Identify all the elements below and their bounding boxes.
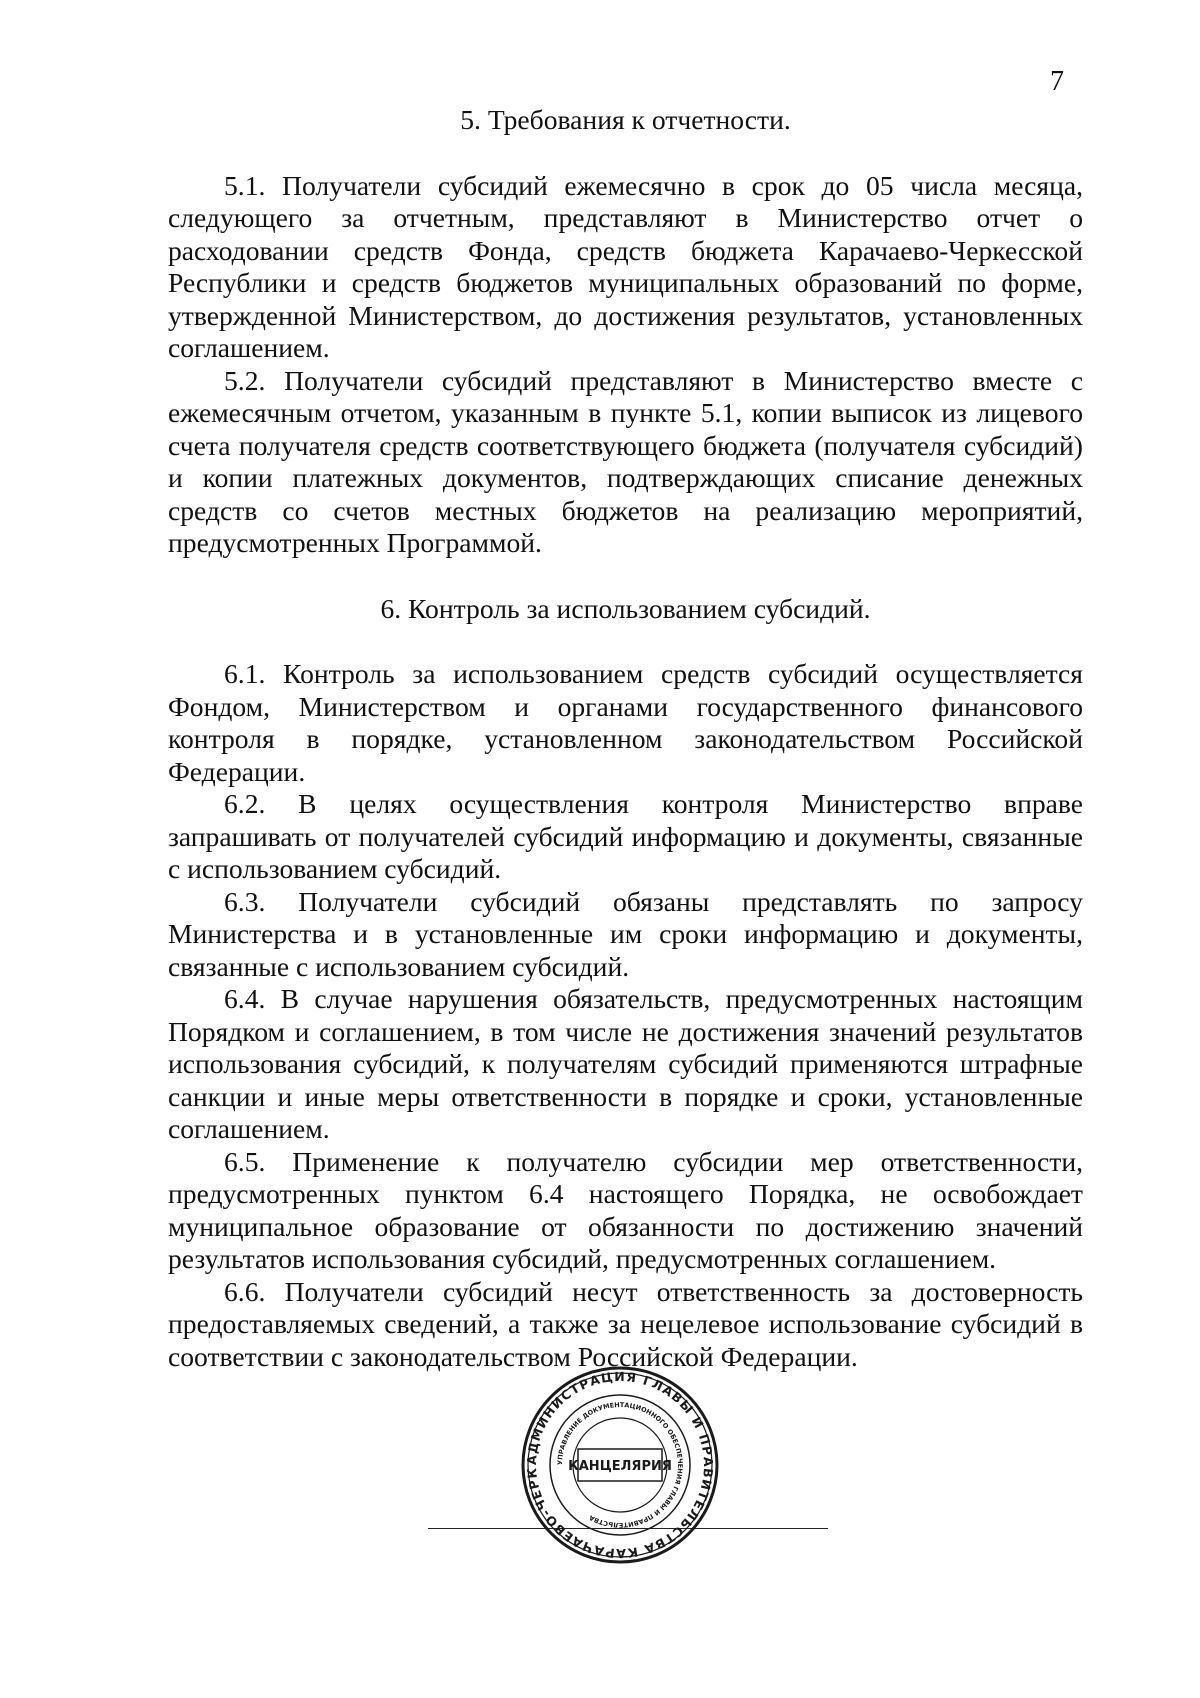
paragraph-6-6: 6.6. Получатели субсидий несут ответственность за достоверность предоставляемых сведений, а также за нецелевое использование субсидий в соответствии с законодательством Российской Федерации.	[168, 1275, 1083, 1372]
stamp-seal-icon	[520, 1365, 720, 1565]
paragraph-6-4: 6.4. В случае нарушения обязательств, предусмотренных настоящим Порядком и соглашением, в том числе не достижения значений результатов использования субсидий, к получателям субсидий применяются штрафные санкции и иные меры ответственности в порядке и сроки, установленные соглашением.	[168, 983, 1083, 1144]
paragraph-6-1: 6.1. Контроль за использованием средств субсидий осуществляется Фондом, Министерством и органами государственного финансового контроля в порядке, установленном законодательством Российской Федерации.	[168, 658, 1083, 787]
paragraph-6-2: 6.2. В целях осуществления контроля Министерство вправе запрашивать от получателей субсидий информацию и документы, связанные с использованием субсидий.	[168, 788, 1083, 884]
stamp-center-text: КАНЦЕЛЯРИЯ	[568, 1459, 672, 1474]
document-body	[168, 104, 1083, 1373]
paragraph-6-5: 6.5. Применение к получателю субсидии мер ответственности, предусмотренных пунктом 6.4 настоящего Порядка, не освобождает муниципальное образование от обязанности по достижению значений результатов использования субсидий, предусмотренных соглашением.	[168, 1145, 1083, 1274]
section-6-heading: 6. Контроль за использованием субсидий.	[380, 592, 871, 624]
page-number: 7	[1050, 66, 1064, 97]
section-5-heading: 5. Требования к отчетности.	[460, 104, 791, 135]
official-stamp	[520, 1365, 720, 1565]
paragraph-6-3: 6.3. Получатели субсидий обязаны представлять по запросу Министерства и в установленные им сроки информацию и документы, связанные с использованием субсидий.	[168, 885, 1083, 982]
stamp-outer-text: АДМИНИСТРАЦИЯ ГЛАВЫ И ПРАВИТЕЛЬСТВА КАРАЧАЕВО-ЧЕРК	[523, 1368, 717, 1562]
paragraph-5-2: 5.2. Получатели субсидий представляют в Министерство вместе с ежемесячным отчетом, указанным в пункте 5.1, копии выписок из лицевого счета получателя средств соответствующего бюджета (получателя субсидий) и копии платежных документов, подтверждающих списание денежных средств со счетов местных бюджетов на реализацию мероприятий, предусмотренных Программой.	[168, 364, 1083, 558]
paragraph-5-1: 5.1. Получатели субсидий ежемесячно в срок до 05 числа месяца, следующего за отчетным, представляют в Министерство отчет о расходовании средств Фонда, средств бюджета Карачаево-Черкесской Республики и средств бюджетов муниципальных образований по форме, утвержденной Министерством, до достижения результатов, установленных соглашением.	[168, 169, 1083, 363]
stamp-inner-text: УПРАВЛЕНИЕ ДОКУМЕНТАЦИОННОГО ОБЕСПЕЧЕНИЯ ГЛАВЫ И ПРАВИТЕЛЬСТВА	[555, 1400, 685, 1530]
